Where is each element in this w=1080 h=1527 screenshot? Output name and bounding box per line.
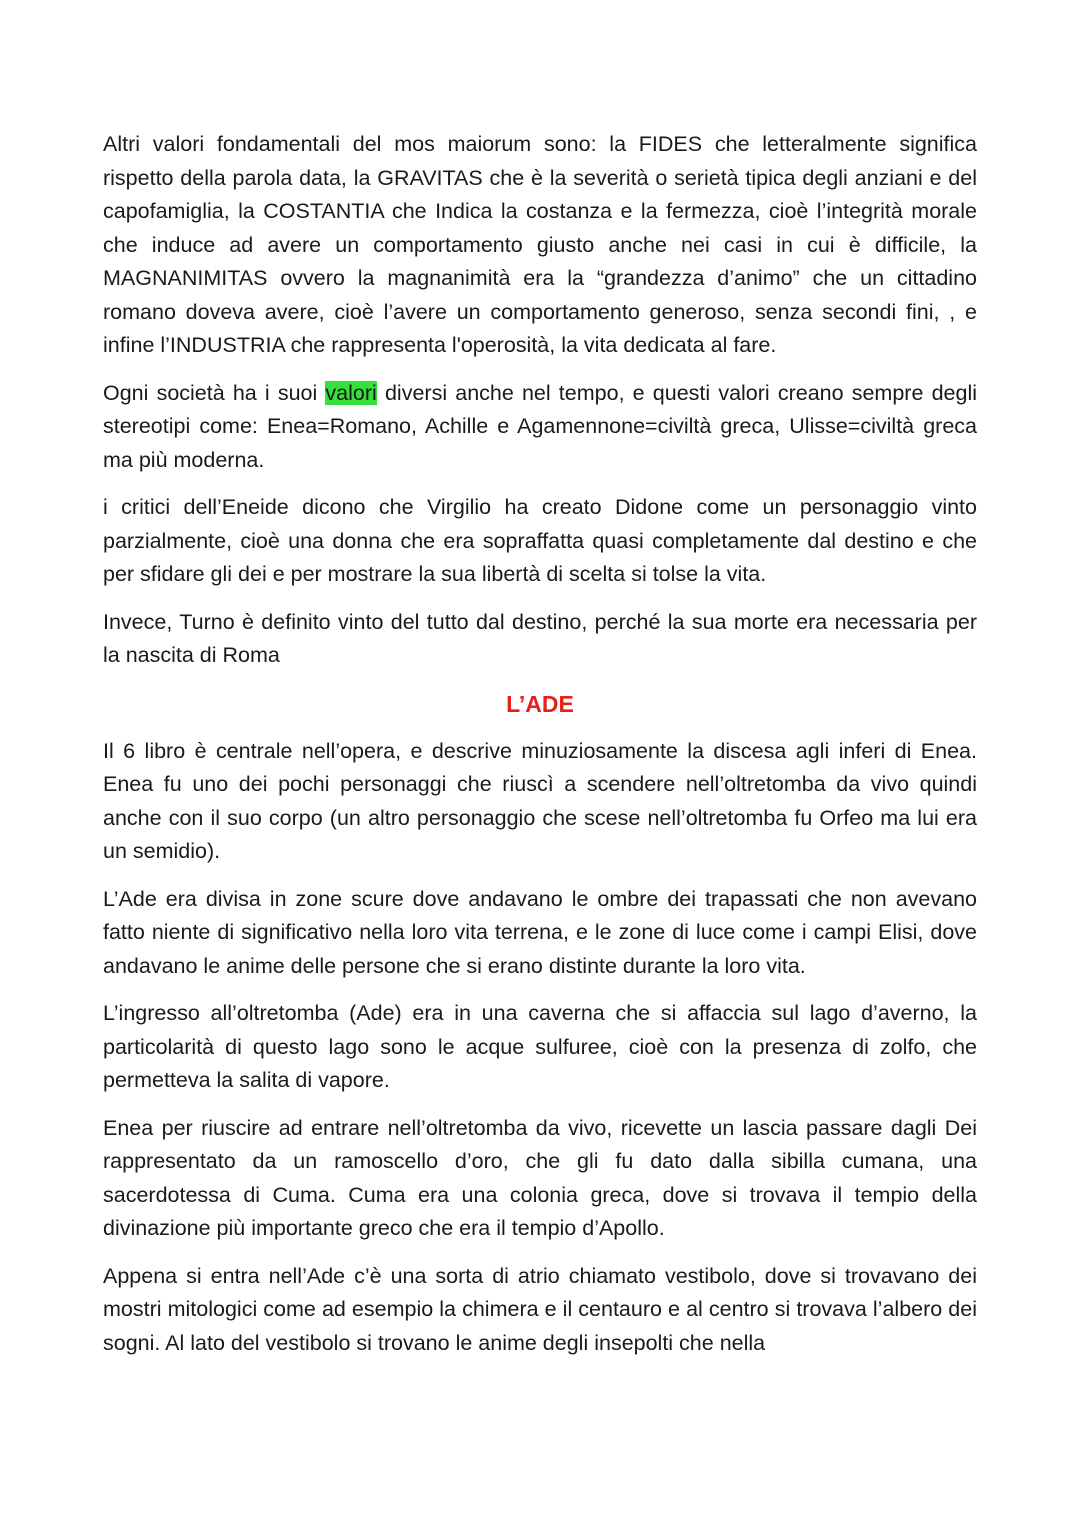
paragraph-ade-entrance: L’ingresso all’oltretomba (Ade) era in una caverna che si affaccia sul lago d’averno, la particolarità di questo lago sono le acque sulfuree, cioè con la presenza di zolfo, che permetteva la salita di vapore. xyxy=(103,1001,977,1092)
paragraph-critics-didone: i critici dell’Eneide dicono che Virgilio ha creato Didone come un personaggio vinto parzialmente, cioè una donna che era sopraffatta quasi completamente dal destino e che per sfidare gli dei e per mostrare la sua libertà di scelta si tolse la vita. xyxy=(103,495,977,586)
paragraph-mos-maiorum-values: Altri valori fondamentali del mos maiorum sono: la FIDES che letteralmente significa rispetto della parola data, la GRAVITAS che è la severità o serietà tipica degli anziani e del capofamiglia, la COSTANTIA che Indica la costanza e la fermezza, cioè l’integrità morale che induce ad avere un comportamento giusto anche nei casi in cui è difficile, la MAGNANIMITAS ovvero la magnanimità era la “grandezza d’animo” che un cittadino romano doveva avere, cioè l’avere un comportamento generoso, senza secondi fini, , e infine l’INDUSTRIA che rappresenta l'operosità, la vita dedicata al fare. xyxy=(103,132,977,357)
paragraph-society-values-start: Ogni società ha i suoi xyxy=(103,380,326,405)
paragraph-ade-zones: L’Ade era divisa in zone scure dove andavano le ombre dei trapassati che non avevano fatto niente di significativo nella loro vita terrena, e le zone di luce come i campi Elisi, dove andavano le anime delle persone che si erano distinte durante la loro vita. xyxy=(103,886,977,978)
paragraph-sixth-book: Il 6 libro è centrale nell’opera, e descrive minuziosamente la discesa agli inferi di Enea. Enea fu uno dei pochi personaggi che riuscì a scendere nell’oltretomba da vivo quindi anche con il suo corpo (un altro personaggio che scese nell’oltretomba fu Orfeo ma lui era un semidio). xyxy=(103,738,977,863)
paragraph-golden-bough: Enea per riuscire ad entrare nell’oltretomba da vivo, ricevette un lascia passare dagli Dei rappresentato da un ramoscello d’oro, che gli fu dato dalla sibilla cumana, una sacerdotessa di Cuma. Cuma era una colonia greca, dove si trovava il tempio della divinazione più importante greco che era il tempio d’Apollo. xyxy=(103,1115,977,1240)
section-heading-ade: L’ADE xyxy=(506,690,574,717)
paragraph-society-values-end: diversi anche nel tempo, e questi valori creano sempre degli stereotipi come: Enea=Romano, Achille e Agamennone=civiltà greca, Ulisse=civiltà greca ma più moderna. xyxy=(103,380,977,472)
paragraph-society-values xyxy=(103,377,977,478)
document-page xyxy=(103,128,977,1374)
highlighted-word: valori xyxy=(325,380,377,405)
paragraph-turno: Invece, Turno è definito vinto del tutto dal destino, perché la sua morte era necessaria per la nascita di Roma xyxy=(103,609,977,667)
paragraph-vestibule: Appena si entra nell’Ade c’è una sorta di atrio chiamato vestibolo, dove si trovavano dei mostri mitologici come ad esempio la chimera e il centauro e al centro si trovava l’albero dei sogni. Al lato del vestibolo si trovano le anime degli insepolti che nella xyxy=(103,1263,977,1355)
